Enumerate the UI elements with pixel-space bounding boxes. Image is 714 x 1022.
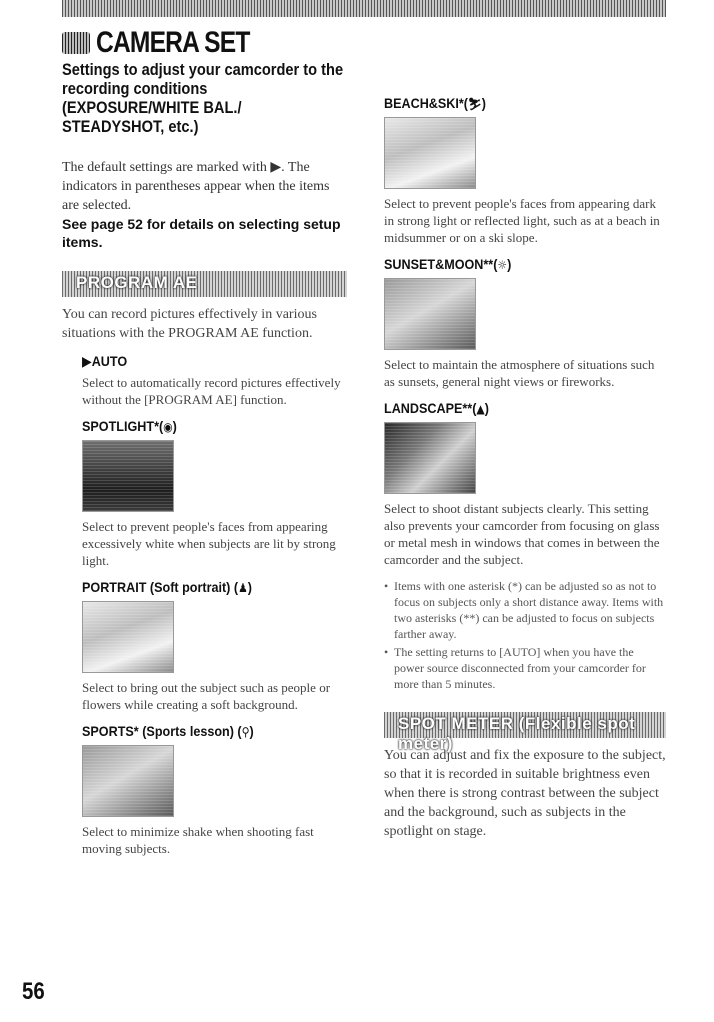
camera-set-icon bbox=[62, 32, 90, 54]
item-beach-ski-desc: Select to prevent people's faces from appearing dark in strong light or reflected light, such as at a beach in midsummer or on a ski slope. bbox=[384, 196, 660, 245]
left-column bbox=[62, 60, 347, 857]
spot-meter-banner-label: SPOT METER (Flexible spot meter) bbox=[398, 714, 636, 753]
note-item: • Items with one asterisk (*) can be adjusted so as not to focus on subjects only a short distance away. Items with two asterisks (**) can be adjusted to focus on subjects farther away. bbox=[384, 578, 666, 642]
item-sports-desc: Select to minimize shake when shooting fast moving subjects. bbox=[82, 824, 314, 856]
item-landscape-desc: Select to shoot distant subjects clearly. This setting also prevents your camcorder from focusing on glass or metal mesh in windows that comes in between the camcorder and the subject. bbox=[384, 501, 660, 567]
item-sunset-moon-head: SUNSET&MOON**(☼) bbox=[384, 256, 512, 272]
item-portrait-label: PORTRAIT (Soft portrait) ( bbox=[82, 579, 239, 595]
portrait-icon: ♟ bbox=[238, 581, 248, 595]
program-ae-banner-label: PROGRAM AE bbox=[76, 273, 198, 292]
item-sports-label: SPORTS* (Sports lesson) ( bbox=[82, 723, 242, 739]
asterisk-notes bbox=[384, 578, 666, 692]
section-subtitle: Settings to adjust your camcorder to the recording conditions (EXPOSURE/WHITE BAL./ STEADYSHOT, etc.) bbox=[62, 60, 344, 136]
item-auto-head: ▶AUTO bbox=[82, 353, 128, 369]
portrait-thumbnail bbox=[82, 601, 174, 673]
sports-thumbnail bbox=[82, 745, 174, 817]
sports-icon: ⚲ bbox=[241, 725, 250, 739]
sunset-moon-icon: ☼ bbox=[497, 258, 508, 272]
beach-ski-thumbnail bbox=[384, 117, 476, 189]
right-column bbox=[384, 95, 666, 841]
note-item: • The setting returns to [AUTO] when you have the power source disconnected from your camcorder for more than 5 minutes. bbox=[384, 644, 666, 692]
program-ae-description: You can record pictures effectively in various situations with the PROGRAM AE function. bbox=[62, 307, 317, 341]
item-sunset-moon-label: SUNSET&MOON**( bbox=[384, 256, 498, 272]
sunset-moon-thumbnail bbox=[384, 278, 476, 350]
item-landscape-head: LANDSCAPE**(▲) bbox=[384, 400, 489, 416]
page-title: CAMERA SET bbox=[96, 26, 250, 59]
item-beach-ski-label: BEACH&SKI*( bbox=[384, 95, 469, 111]
landscape-icon: ▲ bbox=[476, 402, 485, 416]
item-sunset-moon-desc: Select to maintain the atmosphere of situations such as sunsets, general night views or fireworks. bbox=[384, 357, 655, 389]
spotlight-icon: ◉ bbox=[163, 420, 173, 434]
title-block bbox=[62, 26, 283, 60]
page-number: 56 bbox=[22, 978, 45, 1005]
item-spotlight-head: SPOTLIGHT*(◉) bbox=[82, 418, 177, 434]
spot-meter-description: You can adjust and fix the exposure to the subject, so that it is recorded in suitable brightness even when there is strong contrast between the subject and the background, such as subjects in the spotlight on stage. bbox=[384, 748, 666, 839]
item-spotlight-label: SPOTLIGHT*( bbox=[82, 418, 164, 434]
program-ae-banner bbox=[62, 271, 347, 297]
spot-meter-banner bbox=[384, 712, 666, 753]
item-sports-head: SPORTS* (Sports lesson) (⚲) bbox=[82, 723, 254, 739]
item-auto-desc: Select to automatically record pictures effectively without the [PROGRAM AE] function. bbox=[82, 375, 341, 407]
item-portrait-desc: Select to bring out the subject such as people or flowers while creating a soft background. bbox=[82, 680, 331, 712]
landscape-thumbnail bbox=[384, 422, 476, 494]
see-page-note: See page 52 for details on selecting setup items. bbox=[62, 216, 341, 250]
item-spotlight-desc: Select to prevent people's faces from appearing excessively white when subjects are lit by strong light. bbox=[82, 519, 336, 568]
spotlight-thumbnail bbox=[82, 440, 174, 512]
beach-ski-icon: ⛷ bbox=[468, 97, 482, 111]
item-portrait-head: PORTRAIT (Soft portrait) (♟) bbox=[82, 579, 252, 595]
header-stripe bbox=[62, 0, 666, 17]
item-beach-ski-head: BEACH&SKI*(⛷) bbox=[384, 95, 486, 111]
intro-text: The default settings are marked with ▶. The indicators in parentheses appear when the items are selected. bbox=[62, 160, 330, 213]
item-landscape-label: LANDSCAPE**( bbox=[384, 400, 477, 416]
